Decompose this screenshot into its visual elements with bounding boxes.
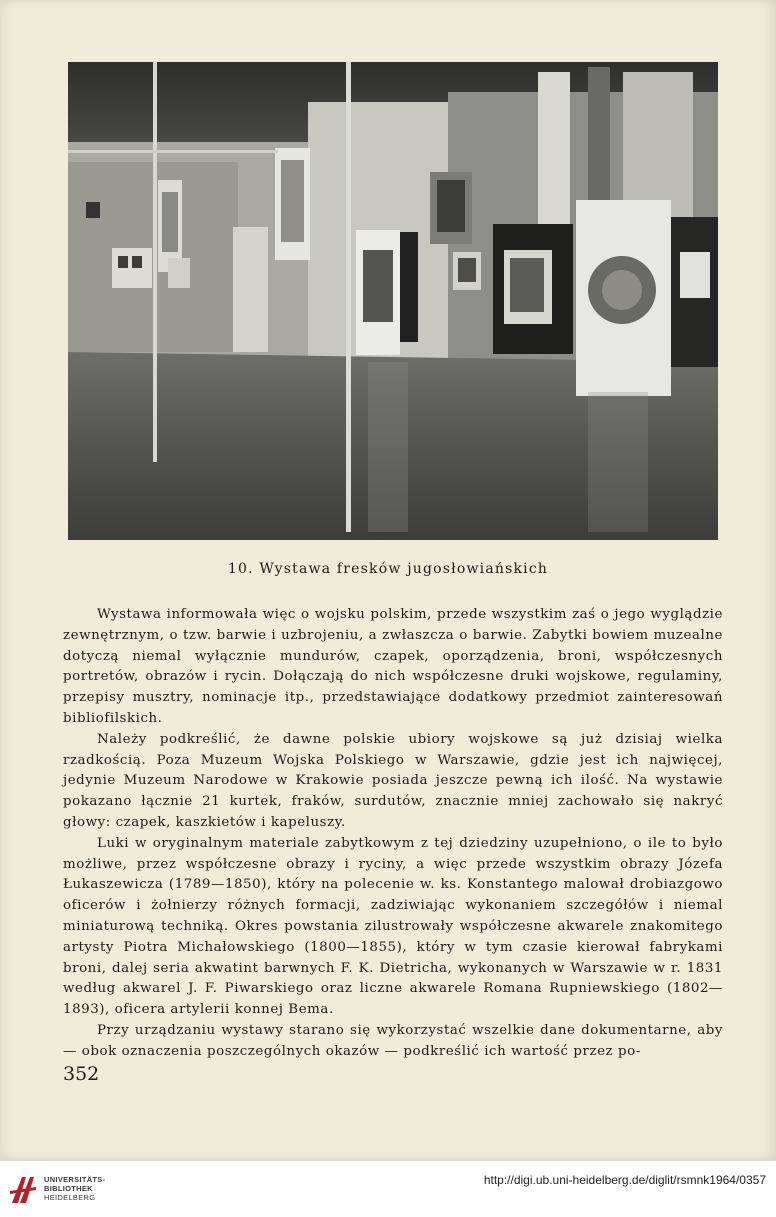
document-url-link[interactable]: http://digi.ub.uni-heidelberg.de/diglit/rsmnk1964/0357 xyxy=(483,1173,766,1187)
library-logo-icon xyxy=(8,1173,38,1207)
paragraph: Luki w oryginalnym materiale zabytkowym z tej dziedziny uzupełniono, o ile to było możliwe, przez współczesne obrazy i ryciny, a więc przede wszystkim obrazy Józefa Łukaszewicza (1789—1850), który na polecenie w. ks. Konstantego malował drobiazgowo oficerów i żołnierzy różnych formacji, zadziwiając wykonaniem szczegółów i niemal miniaturową techniką. Okres powstania zilustrowały współczesne akwarele znakomitego artysty Piotra Michałowskiego (1800—1855), który w tym czasie kierował fabrykami broni, dalej seria akwatint barwnych F. K. Dietricha, wykonanych w Warszawie w r. 1831 według akwarel J. F. Piwarskiego oraz liczne akwarele Romana Rupniewskiego (1802—1893), oficera artylerii konnej Bema. xyxy=(63,835,723,1018)
paragraph: Należy podkreślić, że dawne polskie ubiory wojskowe są już dzisiaj wielka rzadkością. Poza Muzeum Wojska Polskiego w Warszawie, gdzie jest ich najwięcej, jedynie Muzeum Narodowe w Krakowie posiada jeszcze pewną ich ilość. Na wystawie pokazano łącznie 21 kurtek, fraków, surdutów, znacznie mniej zachowało się nakryć głowy: czapek, kaszkietów i kapeluszy. xyxy=(63,731,723,830)
viewer-footer xyxy=(0,1160,776,1217)
figure-caption: 10. Wystawa fresków jugosłowiańskich xyxy=(227,561,549,577)
page-number: 352 xyxy=(63,1063,100,1085)
exhibition-photo xyxy=(68,62,718,540)
body-text xyxy=(63,605,723,1063)
paragraph: Wystawa informowała więc o wojsku polskim, przede wszystkim zaś o jego wyglądzie zewnętrznym, o tzw. barwie i uzbrojeniu, a zwłaszcza o barwie. Zabytki bowiem muzealne dotyczą niemal wyłącznie mundurów, czapek, oporządzenia, broni, współczesnych portretów, obrazów i rycin. Dołączają do nich współczesne druki wojskowe, regulaminy, przepisy musztry, nominacje itp., przedstawiające dodatkowy przedmiot zainteresowań bibliofilskich. xyxy=(63,607,723,726)
library-logo[interactable] xyxy=(8,1171,158,1211)
paragraph: Przy urządzaniu wystawy starano się wykorzystać wszelkie dane dokumentarne, aby — obok oznaczenia poszczególnych okazów — podkreślić ich wartość przez po- xyxy=(63,1022,723,1059)
library-logo-text: UNIVERSITÄTS- BIBLIOTHEK HEIDELBERG xyxy=(44,1175,106,1202)
